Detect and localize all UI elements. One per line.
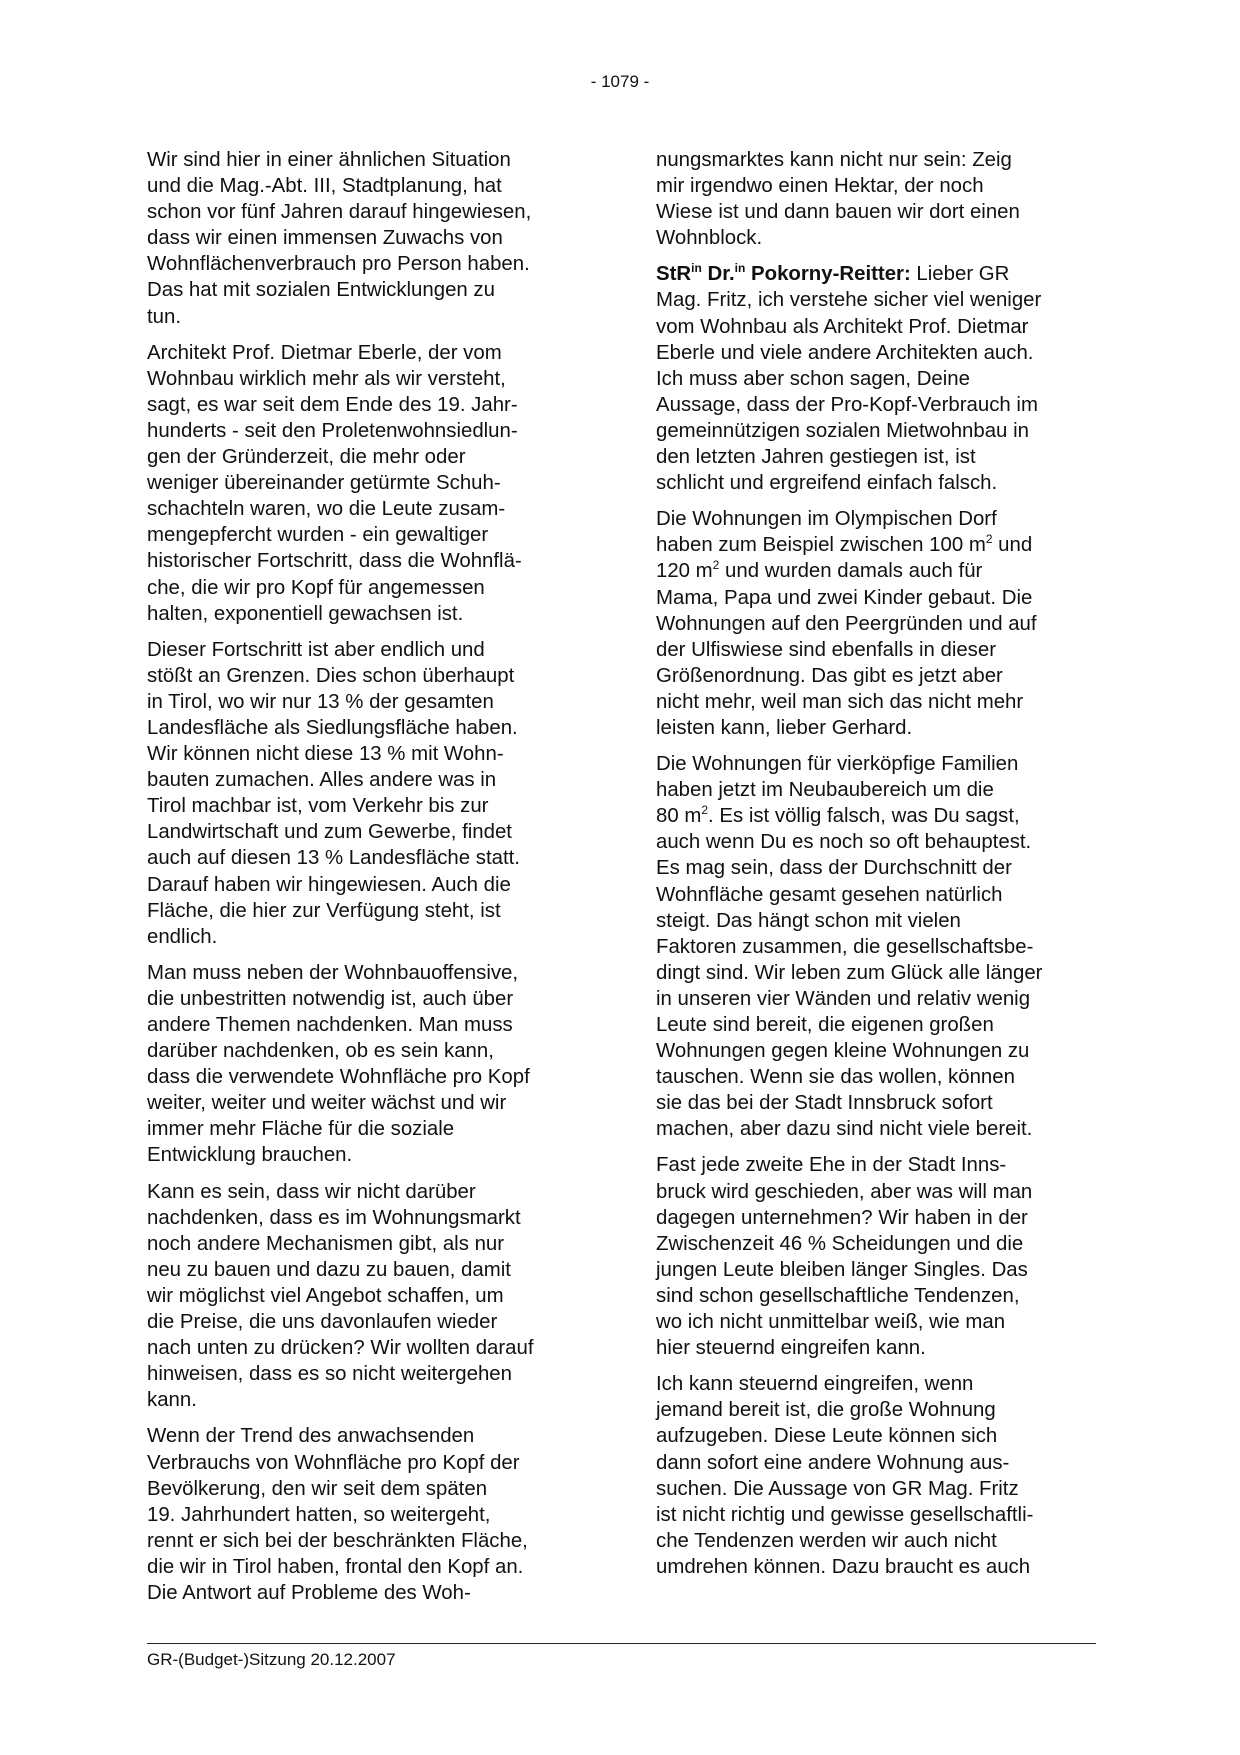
- paragraph: Wenn der Trend des anwachsenden Verbrauchs von Wohnfläche pro Kopf der Bevölkerung, den wir seit dem späten 19. Jahrhundert hatten, so weitergeht, rennt er sich bei der beschränkten Fläche, die wir in Tirol haben, frontal den Kopf an. Die Antwort auf Probleme des Woh-: [147, 1425, 528, 1604]
- paragraph: Die Wohnungen für vierköpfige Familien haben jetzt im Neubaubereich um die 80 $m^2$. Es ist völlig falsch, was Du sagst, auch wenn Du es noch so oft behauptest. Es mag sein, dass der Durchschnitt der Wohnfläche gesamt gesehen natürlich steigt. Das hängt schon mit vielen Faktoren zusammen, die gesellschaftsbe- dingt sind. Wir leben zum Glück alle länger in unseren vier Wänden und relativ wenig Leute sind bereit, die eigenen großen Wohnungen gegen kleine Wohnungen zu tauschen. Wenn sie das wollen, können sie das bei der Stadt Innsbruck sofort machen, aber dazu sind nicht viele bereit.: [656, 753, 1043, 1141]
- paragraph: Wir sind hier in einer ähnlichen Situation und die Mag.-Abt. III, Stadtplanung, hat schon vor fünf Jahren darauf hingewiesen, dass wir einen immensen Zuwachs von Wohnflächenverbrauch pro Person haben. Das hat mit sozialen Entwicklungen zu tun.: [147, 149, 532, 328]
- page-number: - 1079 -: [590, 72, 650, 91]
- paragraph: Fast jede zweite Ehe in der Stadt Inns- bruck wird geschieden, aber was will man dagegen unternehmen? Wir haben in der Zwischenzeit 46 % Scheidungen und die jungen Leute bleiben länger Singles. Das sind schon gesellschaftliche Tendenzen, wo ich nicht unmittelbar weiß, wie man hier steuernd eingreifen kann.: [656, 1154, 1033, 1360]
- paragraph: Die Wohnungen im Olympischen Dorf haben zum Beispiel zwischen 100 $m^2$ und 120 $m^2$ und wurden damals auch für Mama, Papa und zwei Kinder gebaut. Die Wohnungen auf den Peergründen und auf der Ulfiswiese sind ebenfalls in dieser Größenordnung. Das gibt es jetzt aber nicht mehr, weil man sich das nicht mehr leisten kann, lieber Gerhard.: [656, 508, 1037, 739]
- paragraph: Architekt Prof. Dietmar Eberle, der vom Wohnbau wirklich mehr als wir versteht, sagt, es war seit dem Ende des 19. Jahr- hunderts - seit den Proletenwohnsiedlun- gen der Gründerzeit, die mehr oder weniger übereinander getürmte Schuh- schachteln waren, wo die Leute zusam- mengepfercht wurden - ein gewaltiger historischer Fortschritt, dass die Wohnflä- che, die wir pro Kopf für angemessen halten, exponentiell gewachsen ist.: [147, 341, 522, 625]
- paragraph: Man muss neben der Wohnbauoffensive, die unbestritten notwendig ist, auch über andere Themen nachdenken. Man muss darüber nachdenken, ob es sein kann, dass die verwendete Wohnfläche pro Kopf weiter, weiter und weiter wächst und wir immer mehr Fläche für die soziale Entwicklung brauchen.: [147, 961, 530, 1167]
- paragraph: Kann es sein, dass wir nicht darüber nachdenken, dass es im Wohnungsmarkt noch andere Mechanismen gibt, als nur neu zu bauen und dazu zu bauen, damit wir möglichst viel Angebot schaffen, um die Preise, die uns davonlaufen wieder nach unten zu drücken? Wir wollten darauf hinweisen, dass es so nicht weitergehen kann.: [147, 1180, 534, 1412]
- footer-text: GR-(Budget-)Sitzung 20.12.2007: [147, 1650, 396, 1669]
- right-column: [656, 147, 1096, 1590]
- speech-text: Lieber GR Mag. Fritz, ich verstehe sicher viel weniger vom Wohnbau als Architekt Prof. Dietmar Eberle und viele andere Architekten auch. Ich muss aber schon sagen, Deine Aussage, dass der Pro-Kopf-Verbrauch im gemeinnützigen sozialen Mietwohnbau in den letzten Jahren gestiegen ist, ist schlicht und ergreifend einfach falsch.: [656, 263, 1042, 495]
- paragraph: Ich kann steuernd eingreifen, wenn jemand bereit ist, die große Wohnung aufzugeben. Diese Leute können sich dann sofort eine andere Wohnung aus- suchen. Die Aussage von GR Mag. Fritz ist nicht richtig und gewisse gesellschaftli- che Tendenzen werden wir auch nicht umdrehen können. Dazu braucht es auch: [656, 1373, 1034, 1578]
- paragraph: nungsmarktes kann nicht nur sein: Zeig mir irgendwo einen Hektar, der noch Wiese ist und dann bauen wir dort einen Wohnblock.: [656, 149, 1020, 250]
- footer-divider: [147, 1643, 1096, 1644]
- left-column: [147, 147, 587, 1616]
- speaker-paragraph: [656, 261, 1096, 496]
- speaker-name: StR$^{in}$ Dr.$^{in}$ Pokorny-Reitter:: [656, 261, 911, 286]
- paragraph: Dieser Fortschritt ist aber endlich und stößt an Grenzen. Dies schon überhaupt in Tirol, wo wir nur 13 % der gesamten Landesfläche als Siedlungsfläche haben. Wir können nicht diese 13 % mit Wohn- bauten zumachen. Alles andere was in Tirol machbar ist, vom Verkehr bis zur Landwirtschaft und zum Gewerbe, findet auch auf diesen 13 % Landesfläche statt. Darauf haben wir hingewiesen. Auch die Fläche, die hier zur Verfügung steht, ist endlich.: [147, 638, 520, 948]
